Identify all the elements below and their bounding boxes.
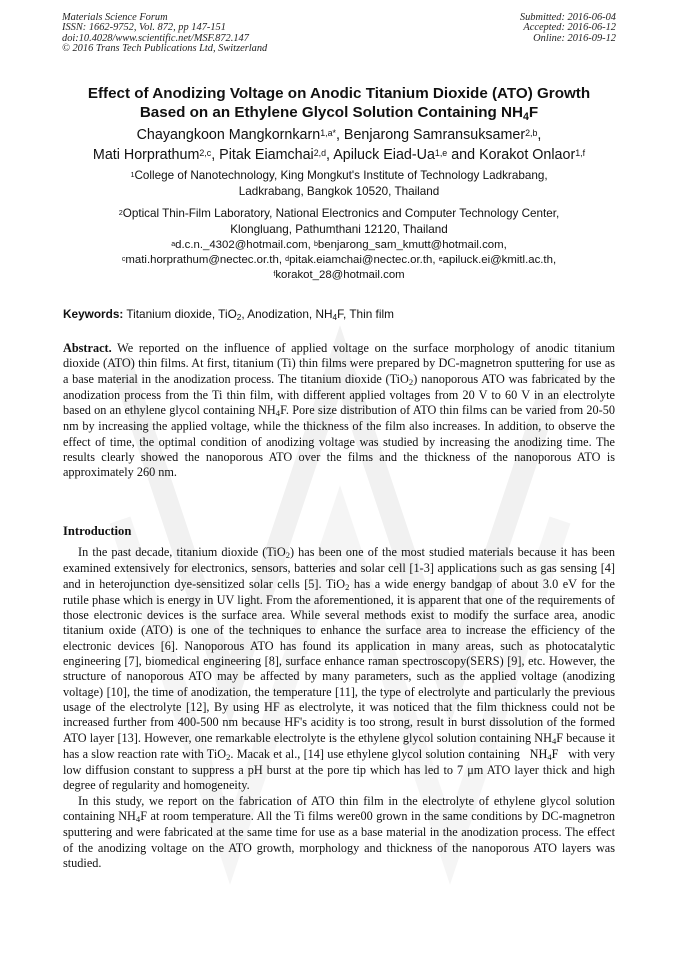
email-link[interactable]: benjarong_sam_kmutt@hotmail.com (317, 239, 504, 251)
author-name: Mati Horprathum (92, 147, 200, 163)
author-emails: $^a$d.c.n._4302@hotmail.com, $^b$benjarong_sam_kmutt@hotmail.com, $^c$mati.horprathum@nectec.or.th, $^d$pitak.eiamchai@nectec.or.th, $^e$apiluck.ei@kmitl.ac.th, $^f$korakot_28@hotmail.com (121, 239, 557, 281)
journal-issn: ISSN: 1662-9752, Vol. 872, pp 147-151 (62, 22, 226, 34)
introduction-paragraph-1: In the past decade, titanium dioxide (TiO$_2$) has been one of the most studied materials because it has been examined extensively for electronics, sensors, batteries and solar cell [1-3] applications such as gas sensing [4] and in heterojunction dye-sensitized solar cells [5]. TiO$_2$ has a wide energy bandgap of about 3.0 eV for the rutile phase which is energy in UV light. From the aforementioned, it is apparent that one of the requirements of those electronic devices is the surface area. While several methods exist to modify the surface area, anodic titanium oxide (ATO) is one of the techniques to enhance the surface area to increase the efficiency of the electronic devices [6]. Nanoporous ATO has found its application in many areas, such as photocatalytic engineering [7], biomedical engineering [8], surface enhance raman spectroscopy(SERS) [9], etc. However, the structure of nanoporous ATO may be affected by many parameters, such as the applied voltage (anodizing voltage) [10], the time of anodization, the temperature [11], the type of electrolyte and particularly the previous usage of the electrolyte [12], By using HF as electrolyte, it was noticed that the film thickness could not be increased further from 400-500 nm because HF's acidity is too strong, result in burst dissolution of the formed ATO layer [13]. However, one remarkable electrolyte is the ethylene glycol solution containing $NH_4F$ because it has a slow reaction rate with TiO$_2$. Macak et al., [14] use ethylene glycol solution containing $NH_4F$ with very low diffusion constant to suppress a pH burst at the pore tip which has led to 7 μm ATO layer thick and high degree of regularity and homogeneity. (63, 545, 619, 793)
introduction-paragraph-2: In this study, we report on the fabrication of ATO thin film in the electrolyte of ethylene glycol solution containing $NH_4F$ at room temperature. All the Ti films were00 grown in the same conditions by DC-magnetron sputtering and were fabricated at the same time for use as a base material in the anodization process. The effect of the anodizing voltage on the ATO growth, morphology and thickness of the nanoporous ATO layers was studied. (63, 793, 616, 870)
journal-doi: doi:10.4028/www.scientific.net/MSF.872.147 (62, 32, 249, 44)
introduction-body (63, 545, 619, 871)
online-date: Online: 2016-09-12 (533, 32, 616, 44)
author-name: Chayangkoon Mangkornkarn (136, 127, 321, 143)
email-link[interactable]: pitak.eiamchai@nectec.or.th (289, 254, 433, 266)
abstract-label: Abstract. (63, 341, 112, 355)
affiliation-1: $^1$College of Nanotechnology, King Mongkut's Institute of Technology Ladkrabang, Ladkrabang, Bangkok 10520, Thailand (130, 169, 548, 198)
author-name: Benjarong Samransuksamer (343, 127, 526, 143)
author-name: Apiluck Eiad-Ua (333, 147, 435, 163)
keywords: Keywords: Titanium dioxide, TiO$_2$, Anodization, $NH_4F$, Thin film (63, 307, 394, 323)
author-line-2: Mati Horprathum$^{2,c}$, Pitak Eiamchai$^{2,d}$, Apiluck Eiad-Ua$^{1,e}$ and Korakot Onlaor$^{1,f}$ (92, 147, 586, 163)
email-link[interactable]: korakot_28@hotmail.com (275, 269, 405, 281)
email-link[interactable]: mati.horprathum@nectec.or.th (125, 254, 279, 266)
author-name: Korakot Onlaor (479, 147, 576, 163)
affiliation-2: $^2$Optical Thin-Film Laboratory, National Electronics and Computer Technology Center, Klongluang, Pathumthani 12120, Thailand (118, 207, 560, 236)
author-line-1: Chayangkoon Mangkornkarn$^{1,a*}$, Benjarong Samransuksamer$^{2,b}$, (136, 127, 542, 143)
journal-info (62, 13, 267, 54)
journal-copyright: © 2016 Trans Tech Publications Ltd, Switzerland (62, 42, 268, 54)
author-list (40, 125, 638, 165)
email-link[interactable]: d.c.n._4302@hotmail.com (175, 239, 308, 251)
journal-name: Materials Science Forum (62, 12, 168, 23)
abstract: Abstract. We reported on the influence of applied voltage on the surface morphology of anodic titanium dioxide (ATO) thin films. At first, titanium (Ti) thin films were prepared by DC-magnetron sputtering for use as a base material in the anodization process. The titanium dioxide (TiO$_2$) nanoporous ATO was fabricated by the anodization process from the Ti thin film, with different applied voltages from 20 V to 60 V in an electrolyte based on an ethylene glycol containing $NH_4F$. Pore size distribution of ATO thin films can be varied from 20-50 nm by increasing the applied voltage, while the thickness of the film also increases. In addition, to observe the effect of time, the optimal condition of anodizing voltage was studied by increasing the anodizing time. The results clearly showed the nanoporous ATO over the films and the thickness of the nanoporous ATO is approximately 260 nm. (63, 341, 616, 480)
paper-title (40, 84, 638, 124)
submission-dates (520, 13, 616, 44)
author-name: Pitak Eiamchai (219, 147, 314, 163)
title-line-2: Based on an Ethylene Glycol Solution Containing $NH_4F$ (139, 104, 539, 123)
email-link[interactable]: apiluck.ei@kmitl.ac.th (442, 254, 553, 266)
accepted-date: Accepted: 2016-06-12 (523, 22, 616, 34)
submitted-date: Submitted: 2016-06-04 (519, 12, 616, 23)
title-line-1: Effect of Anodizing Voltage on Anodic Titanium Dioxide (ATO) Growth (87, 85, 591, 102)
section-heading-introduction: Introduction (63, 524, 132, 538)
keywords-label: Keywords: (63, 307, 124, 321)
